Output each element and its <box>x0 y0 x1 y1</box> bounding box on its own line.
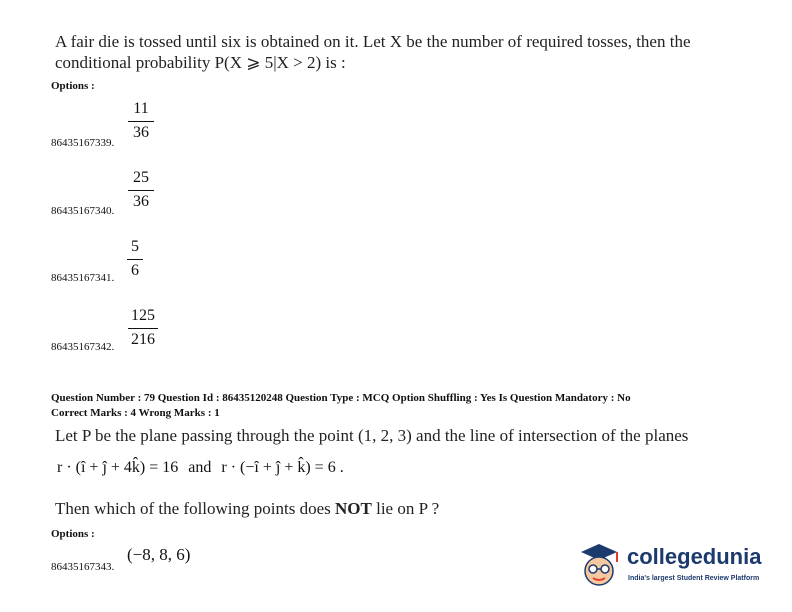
option-fraction[interactable] <box>128 100 154 142</box>
option-fraction[interactable] <box>128 307 158 349</box>
fraction-numerator: 5 <box>131 238 139 255</box>
fraction-bar <box>128 328 158 329</box>
logo-wordmark: collegedunia <box>627 544 762 569</box>
fraction-numerator: 125 <box>131 307 155 324</box>
question-text-line-1: A fair die is tossed until six is obtained on it. Let X be the number of required tosses, then the <box>55 32 691 51</box>
plane-equation-1: r · (î + ĵ + 4k̂) = 16 <box>57 459 179 476</box>
fraction-bar <box>128 121 154 122</box>
fraction-bar <box>128 190 154 191</box>
question-meta-line-2: Correct Marks : 4 Wrong Marks : 1 <box>51 407 220 419</box>
option-value[interactable]: (−8, 8, 6) <box>127 545 191 564</box>
option-id: 86435167343. <box>51 561 115 573</box>
mascot-icon <box>575 538 623 590</box>
fraction-denominator: 36 <box>133 124 149 141</box>
fraction-bar <box>127 259 143 260</box>
question-text-line-2: conditional probability P(X ⩾ 5|X > 2) is : <box>55 53 346 72</box>
option-fraction[interactable] <box>128 169 154 211</box>
plane-equations <box>57 459 344 477</box>
question-text-post: lie on P ? <box>371 499 440 518</box>
options-label: Options : <box>51 80 95 92</box>
option-id: 86435167339. <box>51 137 115 149</box>
logo-tagline: India's largest Student Review Platform <box>628 575 760 582</box>
question-text-line-1: Let P be the plane passing through the point (1, 2, 3) and the line of intersection of the planes <box>55 426 689 445</box>
fraction-denominator: 6 <box>131 262 139 279</box>
fraction-denominator: 216 <box>131 331 155 348</box>
question-text-emphasis: NOT <box>335 499 372 518</box>
option-fraction[interactable] <box>127 238 143 280</box>
fraction-numerator: 25 <box>133 169 149 186</box>
option-id: 86435167341. <box>51 272 115 284</box>
fraction-numerator: 11 <box>133 100 149 117</box>
options-label: Options : <box>51 528 95 540</box>
plane-equation-2: r · (−î + ĵ + k̂) = 6 . <box>221 459 344 476</box>
option-id: 86435167340. <box>51 205 115 217</box>
and-word: and <box>188 459 212 476</box>
question-text-pre: Then which of the following points does <box>55 499 335 518</box>
question-text-line-3 <box>55 498 439 519</box>
fraction-denominator: 36 <box>133 193 149 210</box>
option-id: 86435167342. <box>51 341 115 353</box>
collegedunia-logo[interactable] <box>575 538 785 594</box>
question-meta-line-1: Question Number : 79 Question Id : 86435120248 Question Type : MCQ Option Shuffling : Yes Is Question Mandatory : No <box>51 392 631 404</box>
